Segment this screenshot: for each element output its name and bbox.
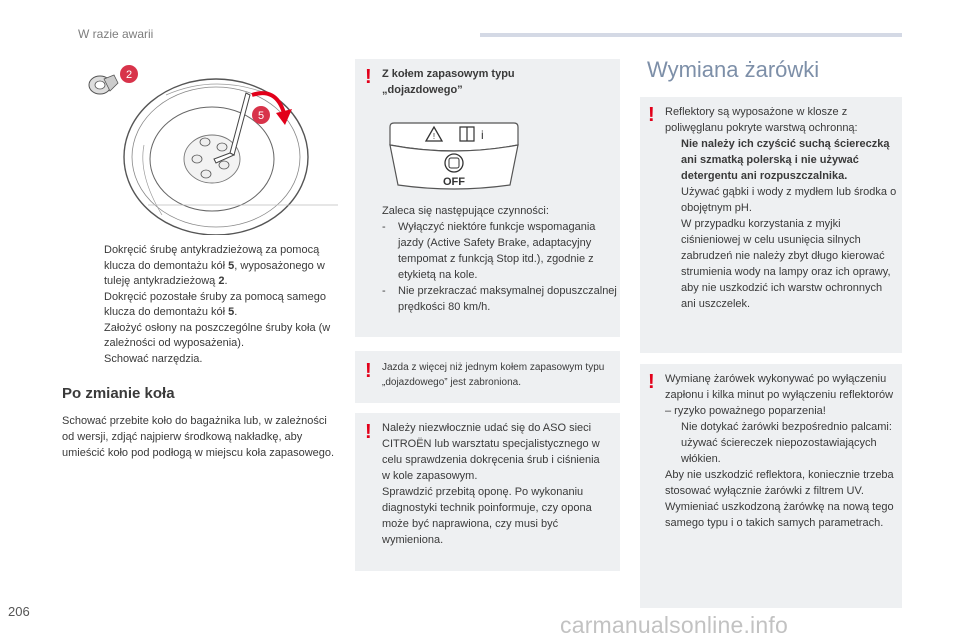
warning-icon: ! bbox=[648, 104, 655, 126]
spare-wheel-warning-box bbox=[355, 59, 620, 337]
box-body: Reflektory są wyposażone w klosze z poliwęglanu pokryte warstwą ochronną: Nie należy ich czyścić suchą ściereczką ani szmatką polerską i nie używać detergentu ani rozpuszczalnika. Używać gąbki i wody z mydłem lub środka o obojętnym pH. W przypadku korzystania z myjki ciśnieniowej w celu usunięcia silnych zabrudzeń nie należy zbyt długo kierować strumienia wody na lampy oraz ich oprawy, aby nie uszkodzić ich warstw ochronnych ani uszczelek. bbox=[665, 106, 897, 310]
box-body: Zaleca się następujące czynności: - Wyłączyć niektóre funkcje wspomagania jazdy (Active Safety Brake, adaptacyjny tempomat z funkcją Stop itd.), zgodnie z etykietą na kole. - Nie przekraczać maksymalnej dopuszczalnej prędkości 80 km/h. bbox=[382, 205, 617, 313]
list-item: Dokręcić śrubę antykradzieżową za pomocą klucza do demontażu kół 5, wyposażonego w tuleję antykradzieżową 2. bbox=[104, 244, 325, 287]
badge-5: 5 bbox=[257, 110, 265, 122]
badge-2: 2 bbox=[125, 69, 133, 81]
svg-text:i: i bbox=[481, 128, 484, 142]
list-item: Używać gąbki i wody z mydłem lub środka o obojętnym pH. bbox=[681, 186, 897, 214]
bulb-replacement-warning-box bbox=[640, 364, 902, 608]
box-body: Jazda z więcej niż jednym kołem zapasowym typu „dojazdowego” jest zabroniona. bbox=[382, 362, 605, 388]
box-body: Wymianę żarówek wykonywać po wyłączeniu zapłonu i kilka minut po wyłączeniu reflektorów – ryzyko poważnego poparzenia! Nie dotykać żarówki bezpośrednio palcami: używać ściereczek niepozostawiających włókien. Aby nie uszkodzić reflektora, koniecznie trzeba stosować wyłącznie żarówki z filtrem UV. Wymieniać uszkodzoną żarówkę na nową tego samego typu i o takich samych parametrach. bbox=[665, 371, 897, 531]
sticker-off-label: OFF bbox=[443, 176, 465, 188]
wheel-label-sticker bbox=[388, 121, 520, 191]
list-item: Nie należy ich czyścić suchą ściereczką ani szmatką polerską i nie używać detergentu ani rozpuszczalnika. bbox=[681, 138, 890, 182]
section-title: W razie awarii bbox=[78, 27, 154, 41]
after-change-paragraph: Schować przebite koło do bagażnika lub, w zależności od wersji, zdjąć najpierw środkową nakładkę, aby umieścić koło pod podłogą w miejscu koła zapasowego. bbox=[62, 415, 335, 459]
header-bar bbox=[480, 33, 902, 37]
warning-icon: ! bbox=[365, 66, 372, 88]
lens-care-warning-box bbox=[640, 97, 902, 353]
warning-icon: ! bbox=[648, 371, 655, 393]
forbidden-warning-box bbox=[355, 351, 620, 403]
svg-text:!: ! bbox=[432, 132, 436, 141]
workshop-warning-box bbox=[355, 413, 620, 571]
list-item: Dokręcić pozostałe śruby za pomocą samego klucza do demontażu kół 5. bbox=[104, 290, 326, 318]
page-title: Wymiana żarówki bbox=[647, 57, 820, 82]
spare-wheel-illustration bbox=[66, 55, 338, 235]
page-number: 206 bbox=[8, 604, 30, 619]
warning-icon: ! bbox=[365, 421, 372, 443]
warning-icon: ! bbox=[365, 360, 372, 382]
list-item: Nie dotykać żarówki bezpośrednio palcami: używać ściereczek niepozostawiających włókien. bbox=[681, 421, 892, 465]
watermark: carmanualsonline.info bbox=[560, 612, 788, 638]
list-item: W przypadku korzystania z myjki ciśnieniowej w celu usunięcia silnych zabrudzeń nie należy zbyt długo kierować strumienia wody na lampy oraz ich oprawy, aby nie uszkodzić ich warstw ochronnych ani uszczelek. bbox=[681, 218, 891, 310]
list-item: Założyć osłony na poszczególne śruby koła (w zależności od wyposażenia). bbox=[104, 321, 331, 349]
procedure-list bbox=[88, 243, 344, 367]
after-change-heading: Po zmianie koła bbox=[62, 385, 175, 402]
list-item: Schować narzędzia. bbox=[104, 352, 203, 365]
box-title: Z kołem zapasowym typu „dojazdowego” bbox=[382, 68, 515, 96]
box-body: Należy niezwłocznie udać się do ASO sieci CITROËN lub warsztatu specjalistycznego w celu sprawdzenia dokręcenia śrub i ciśnienia w kole zapasowym. Sprawdzić przebitą oponę. Po wykonaniu diagnostyki technik poinformuje, czy opona może być naprawiona, czy musi być wymieniona. bbox=[382, 422, 600, 546]
